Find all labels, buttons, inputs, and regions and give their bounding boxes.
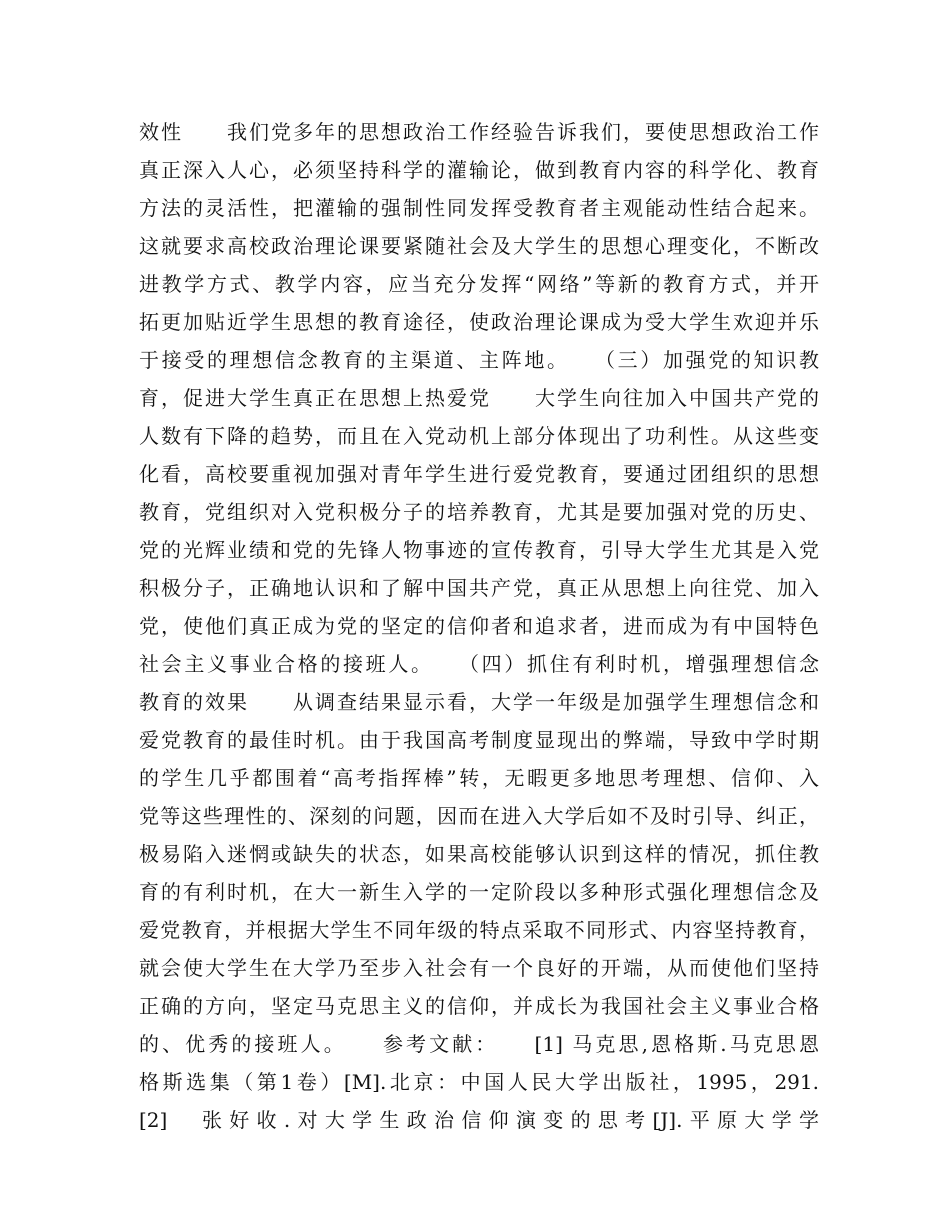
text-line: 党等这些理性的、深刻的问题，因而在进入大学后如不及时引导、纠正， xyxy=(139,804,819,828)
text-line: 教育的效果 从调查结果显示看，大学一年级是加强学生理想信念和 xyxy=(139,690,819,714)
text-line: 党，使他们真正成为党的坚定的信仰者和追求者，进而成为有中国特色 xyxy=(139,614,819,638)
reference-line: [2] 张好收.对大学生政治信仰演变的思考[J].平原大学学 xyxy=(139,1108,819,1132)
text-line: 效性 我们党多年的思想政治工作经验告诉我们，要使思想政治工作 xyxy=(139,120,819,144)
text-line: 进教学方式、教学内容，应当充分发挥“网络”等新的教育方式，并开 xyxy=(139,272,819,296)
text-line: 于接受的理想信念教育的主渠道、主阵地。 （三）加强党的知识教 xyxy=(139,348,819,372)
text-line: 化看，高校要重视加强对青年学生进行爱党教育，要通过团组织的思想 xyxy=(139,462,819,486)
text-line: 拓更加贴近学生思想的教育途径，使政治理论课成为受大学生欢迎并乐 xyxy=(139,310,819,334)
text-line: 的学生几乎都围着“高考指挥棒”转，无暇更多地思考理想、信仰、入 xyxy=(139,766,819,790)
text-line: 育的有利时机，在大一新生入学的一定阶段以多种形式强化理想信念及 xyxy=(139,880,819,904)
text-line: 就会使大学生在大学乃至步入社会有一个良好的开端，从而使他们坚持 xyxy=(139,956,819,980)
text-line: 方法的灵活性，把灌输的强制性同发挥受教育者主观能动性结合起来。 xyxy=(139,196,819,220)
text-line: 育，促进大学生真正在思想上热爱党 大学生向往加入中国共产党的 xyxy=(139,386,819,410)
text-line: 真正深入人心，必须坚持科学的灌输论，做到教育内容的科学化、教育 xyxy=(139,158,819,182)
body-text xyxy=(139,113,819,1139)
text-line: 积极分子，正确地认识和了解中国共产党，真正从思想上向往党、加入 xyxy=(139,576,819,600)
text-line: 爱党教育的最佳时机。由于我国高考制度显现出的弊端，导致中学时期 xyxy=(139,728,819,752)
text-line: 社会主义事业合格的接班人。 （四）抓住有利时机，增强理想信念 xyxy=(139,652,819,676)
text-line: 人数有下降的趋势，而且在入党动机上部分体现出了功利性。从这些变 xyxy=(139,424,819,448)
text-line: 党的光辉业绩和党的先锋人物事迹的宣传教育，引导大学生尤其是入党 xyxy=(139,538,819,562)
reference-line: 格斯选集（第1卷）[M].北京：中国人民大学出版社，1995，291. xyxy=(139,1070,819,1094)
text-line: 正确的方向，坚定马克思主义的信仰，并成长为我国社会主义事业合格 xyxy=(139,994,819,1018)
reference-line: 的、优秀的接班人。 参考文献： [1] 马克思,恩格斯.马克思恩 xyxy=(139,1032,819,1056)
text-line: 爱党教育，并根据大学生不同年级的特点采取不同形式、内容坚持教育， xyxy=(139,918,819,942)
text-line: 这就要求高校政治理论课要紧随社会及大学生的思想心理变化，不断改 xyxy=(139,234,819,258)
text-line: 极易陷入迷惘或缺失的状态，如果高校能够认识到这样的情况，抓住教 xyxy=(139,842,819,866)
text-line: 教育，党组织对入党积极分子的培养教育，尤其是要加强对党的历史、 xyxy=(139,500,819,524)
